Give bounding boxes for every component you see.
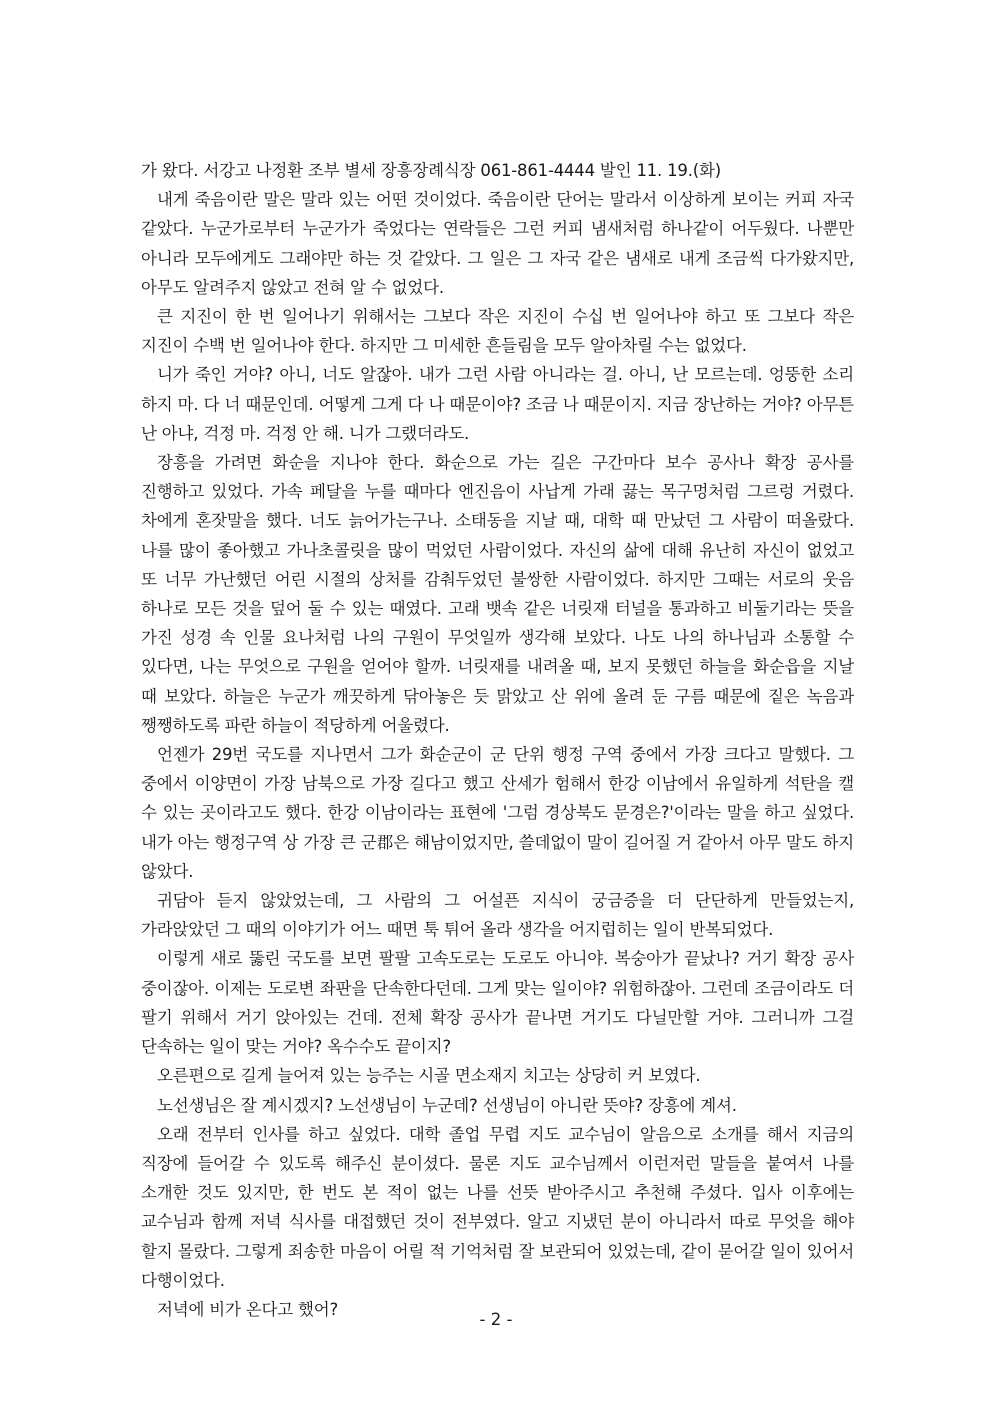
paragraph: 가 왔다. 서강고 나정환 조부 별세 장흥장례식장 061-861-4444 발인 11. 19.(화): [141, 161, 721, 180]
page-number: - 2 -: [479, 1310, 513, 1329]
paragraph: 귀담아 듣지 않았었는데, 그 사람의 그 어설픈 지식이 궁금증을 더 단단하게 만들었는지, 가라앉았던 그 때의 이야기가 어느 때면 툭 튀어 올라 생각을 어지럽히는 일이 반복되었다.: [141, 891, 854, 940]
paragraph: 니가 죽인 거야? 아니, 너도 알잖아. 내가 그런 사람 아니라는 걸. 아니, 난 모르는데. 엉뚱한 소리 하지 마. 다 너 때문인데. 어떻게 그게 다 나 때문이야? 조금 나 때문이지. 지금 장난하는 거야? 아무튼 난 아냐, 걱정 마. 걱정 안 해. 니가 그랬더라도.: [141, 365, 854, 443]
paragraph: 오래 전부터 인사를 하고 싶었다. 대학 졸업 무렵 지도 교수님이 알음으로 소개를 해서 지금의 직장에 들어갈 수 있도록 해주신 분이셨다. 물론 지도 교수님께서 이런저런 말들을 붙여서 나를 소개한 것도 있지만, 한 번도 본 적이 없는 나를 선뜻 받아주시고 추천해 주셨다. 입사 이후에는 교수님과 함께 저녁 식사를 대접했던 것이 전부였다. 알고 지냈던 분이 아니라서 따로 무엇을 해야 할지 몰랐다. 그렇게 죄송한 마음이 어릴 적 기억처럼 잘 보관되어 있었는데, 같이 묻어갈 일이 있어서 다행이었다.: [141, 1124, 854, 1290]
paragraph: 큰 지진이 한 번 일어나기 위해서는 그보다 작은 지진이 수십 번 일어나야 하고 또 그보다 작은 지진이 수백 번 일어나야 한다. 하지만 그 미세한 흔들림을 모두 알아차릴 수는 없었다.: [141, 307, 854, 356]
paragraph: 저녁에 비가 온다고 했어?: [157, 1299, 339, 1319]
body-text: [141, 156, 854, 1324]
paragraph: 이렇게 새로 뚫린 국도를 보면 팔팔 고속도로는 도로도 아니야. 복숭아가 끝났나? 거기 확장 공사 중이잖아. 이제는 도로변 좌판을 단속한다던데. 그게 맞는 일이야? 위험하잖아. 그런데 조금이라도 더 팔기 위해서 거기 앉아있는 건데. 전체 확장 공사가 끝나면 거기도 다닐만할 거야. 그러니까 그걸 단속하는 일이 맞는 거야? 옥수수도 끝이지?: [141, 949, 854, 1057]
paragraph: 언젠가 29번 국도를 지나면서 그가 화순군이 군 단위 행정 구역 중에서 가장 크다고 말했다. 그 중에서 이양면이 가장 남북으로 가장 길다고 했고 산세가 험해서 한강 이남에서 유일하게 석탄을 캘 수 있는 곳이라고도 했다. 한강 이남이라는 표현에 '그럼 경상북도 문경은?'이라는 말을 하고 싶었다. 내가 아는 행정구역 상 가장 큰 군郡은 해남이었지만, 쓸데없이 말이 길어질 거 같아서 아무 말도 하지 않았다.: [141, 745, 854, 881]
paragraph: 오른편으로 길게 늘어져 있는 능주는 시골 면소재지 치고는 상당히 커 보였다.: [157, 1066, 701, 1086]
paragraph: 장흥을 가려면 화순을 지나야 한다. 화순으로 가는 길은 구간마다 보수 공사나 확장 공사를 진행하고 있었다. 가속 페달을 누를 때마다 엔진음이 사납게 가래 끓는 목구멍처럼 그르렁 거렸다. 차에게 혼잣말을 했다. 너도 늙어가는구나. 소태동을 지날 때, 대학 때 만났던 그 사람이 떠올랐다. 나를 많이 좋아했고 가나초콜릿을 많이 먹었던 사람이었다. 자신의 삶에 대해 유난히 자신이 없었고 또 너무 가난했던 어린 시절의 상처를 감춰두었던 불쌍한 사람이었다. 하지만 그때는 서로의 웃음 하나로 모든 것을 덮어 둘 수 있는 때였다. 고래 뱃속 같은 너릿재 터널을 통과하고 비둘기라는 뜻을 가진 성경 속 인물 요나처럼 나의 구원이 무엇일까 생각해 보았다. 나도 나의 하나님과 소통할 수 있다면, 나는 무엇으로 구원을 얻어야 할까. 너릿재를 내려올 때, 보지 못했던 하늘을 화순읍을 지날 때 보았다. 하늘은 누군가 깨끗하게 닦아놓은 듯 맑았고 산 위에 올려 둔 구름 때문에 짙은 녹음과 쨍쨍하도록 파란 하늘이 적당하게 어울렸다.: [141, 453, 854, 735]
paragraph: 노선생님은 잘 계시겠지? 노선생님이 누군데? 선생님이 아니란 뜻야? 장흥에 계셔.: [157, 1095, 737, 1115]
paragraph: 내게 죽음이란 말은 말라 있는 어떤 것이었다. 죽음이란 단어는 말라서 이상하게 보이는 커피 자국 같았다. 누군가로부터 누군가가 죽었다는 연락들은 그런 커피 냄새처럼 하나같이 어두웠다. 나뿐만 아니라 모두에게도 그래야만 하는 것 같았다. 그 일은 그 자국 같은 냄새로 내게 조금씩 다가왔지만, 아무도 알려주지 않았고 전혀 알 수 없었다.: [141, 190, 854, 297]
